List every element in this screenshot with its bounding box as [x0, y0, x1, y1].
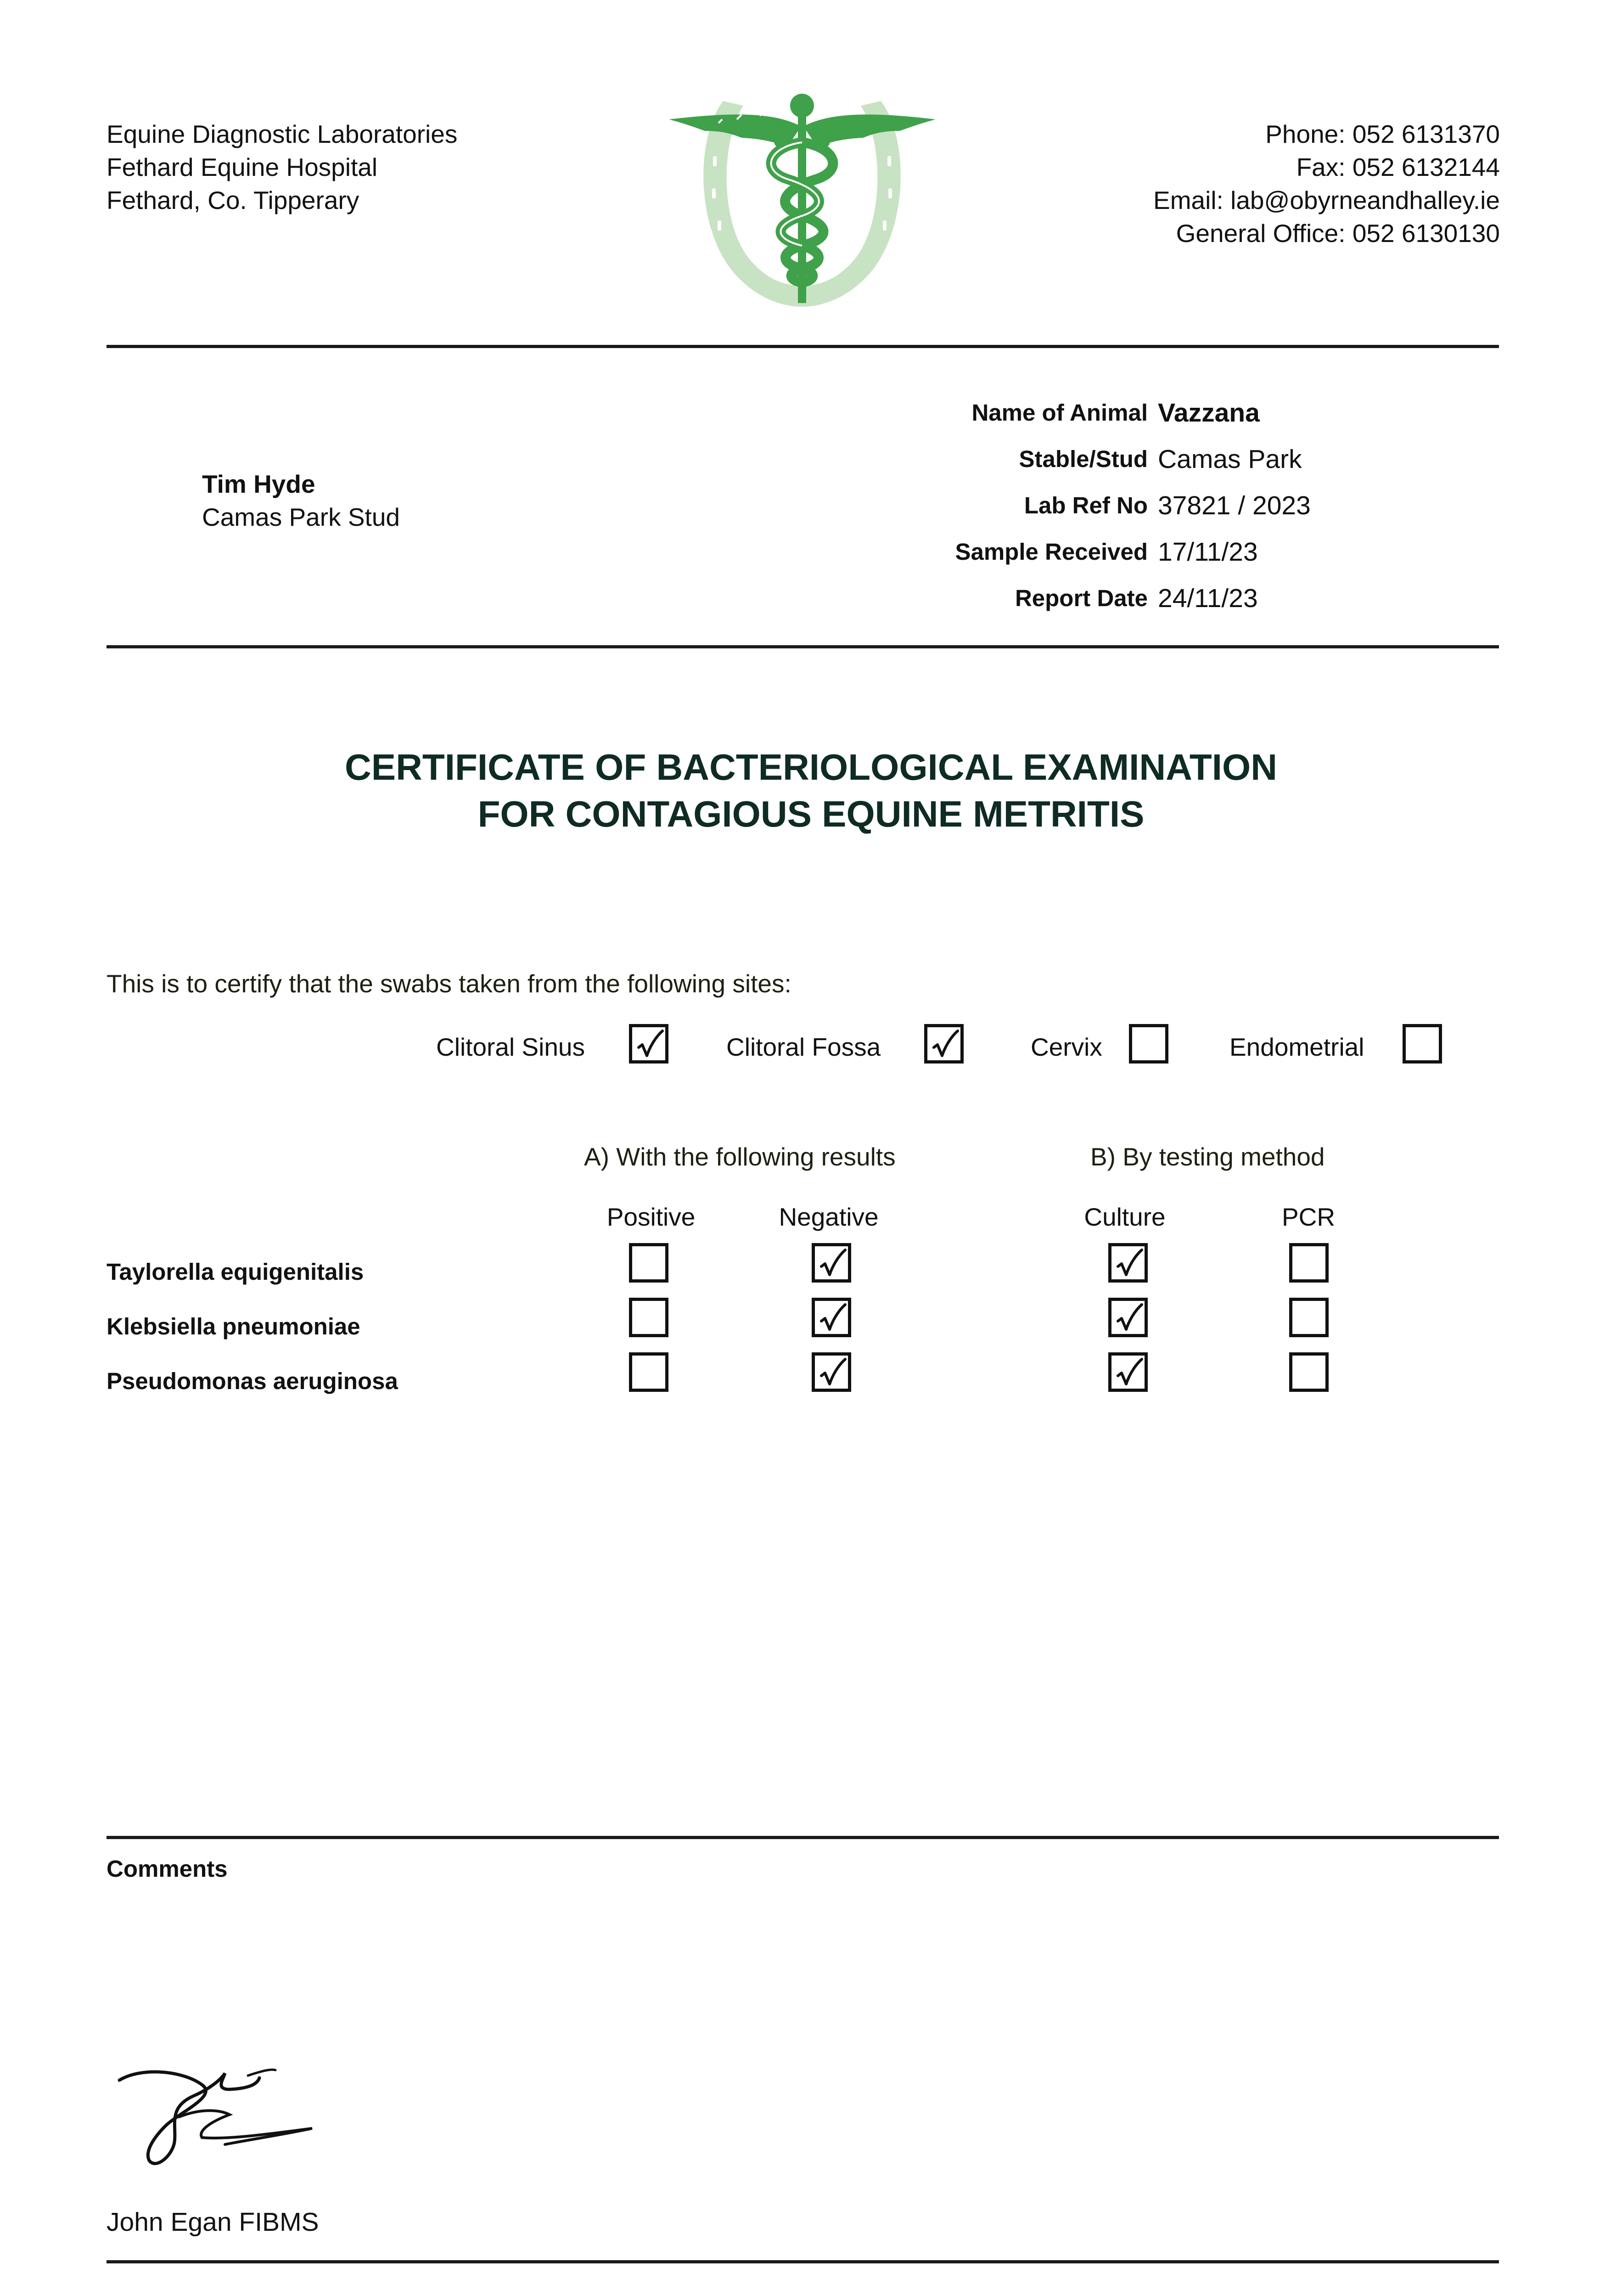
lab-contact — [1153, 118, 1500, 250]
checkmark-icon — [1115, 1248, 1144, 1281]
certificate-title — [0, 744, 1622, 838]
site-label: Cervix — [1031, 1033, 1102, 1061]
lab-address-line: Fethard, Co. Tipperary — [107, 186, 359, 214]
culture-checkbox[interactable] — [1108, 1352, 1148, 1392]
client-block — [202, 467, 400, 534]
pcr-checkbox[interactable] — [1289, 1352, 1329, 1392]
site-checkbox-endometrial[interactable] — [1403, 1024, 1442, 1064]
organism-name: Taylorella equigenitalis — [107, 1259, 364, 1285]
certify-statement: This is to certify that the swabs taken from the following sites: — [107, 969, 791, 998]
comments-label: Comments — [107, 1856, 228, 1882]
results-header: A) With the following results — [584, 1142, 896, 1171]
column-culture: Culture — [1084, 1203, 1166, 1231]
detail-row — [872, 529, 1311, 575]
pcr-checkbox[interactable] — [1289, 1298, 1329, 1337]
site-checkbox-cervix[interactable] — [1129, 1024, 1168, 1064]
email-line: Email: lab@obyrneandhalley.ie — [1153, 186, 1500, 214]
lab-address-line: Equine Diagnostic Laboratories — [107, 120, 458, 148]
detail-value: 24/11/23 — [1158, 583, 1258, 613]
client-name: Tim Hyde — [202, 470, 315, 498]
animal-name: Vazzana — [1158, 398, 1260, 428]
column-negative: Negative — [779, 1203, 879, 1231]
divider — [107, 1836, 1499, 1839]
positive-checkbox[interactable] — [629, 1352, 668, 1392]
detail-label: Stable/Stud — [1019, 446, 1148, 472]
positive-checkbox[interactable] — [629, 1298, 668, 1337]
site-checkbox-clitoral-fossa[interactable] — [924, 1024, 964, 1064]
detail-row — [872, 436, 1311, 482]
checkmark-icon — [819, 1248, 847, 1281]
detail-value: 17/11/23 — [1158, 537, 1258, 567]
detail-label: Report Date — [1015, 585, 1148, 611]
checkmark-icon — [819, 1357, 847, 1390]
fax-line: Fax: 052 6132144 — [1296, 153, 1500, 181]
divider — [107, 345, 1499, 348]
checkmark-icon — [636, 1029, 664, 1062]
method-header: B) By testing method — [1090, 1142, 1325, 1171]
handwritten-signature-icon — [110, 2053, 349, 2172]
title-line: FOR CONTAGIOUS EQUINE METRITIS — [477, 793, 1145, 834]
detail-row — [872, 575, 1311, 621]
site-label: Endometrial — [1229, 1033, 1364, 1061]
organism-name: Klebsiella pneumoniae — [107, 1313, 360, 1339]
site-label: Clitoral Sinus — [436, 1033, 585, 1061]
signer-name: John Egan FIBMS — [107, 2207, 319, 2237]
sample-details — [872, 389, 1311, 621]
detail-value: Camas Park — [1158, 444, 1302, 474]
phone-line: Phone: 052 6131370 — [1265, 120, 1500, 148]
organism-name: Pseudomonas aeruginosa — [107, 1368, 398, 1394]
caduceus-horseshoe-icon — [668, 87, 937, 312]
negative-checkbox[interactable] — [812, 1243, 851, 1283]
site-label: Clitoral Fossa — [726, 1033, 881, 1061]
detail-row — [872, 389, 1311, 436]
checkmark-icon — [1115, 1357, 1144, 1390]
office-line: General Office: 052 6130130 — [1176, 219, 1500, 248]
checkmark-icon — [819, 1303, 847, 1336]
pcr-checkbox[interactable] — [1289, 1243, 1329, 1283]
lab-address — [107, 118, 457, 217]
detail-label: Sample Received — [955, 539, 1148, 565]
detail-label: Name of Animal — [971, 400, 1148, 426]
detail-row — [872, 482, 1311, 529]
client-stud: Camas Park Stud — [202, 503, 400, 531]
site-checkbox-clitoral-sinus[interactable] — [629, 1024, 668, 1064]
checkmark-icon — [1115, 1303, 1144, 1336]
checkmark-icon — [931, 1029, 960, 1062]
negative-checkbox[interactable] — [812, 1352, 851, 1392]
culture-checkbox[interactable] — [1108, 1298, 1148, 1337]
lab-address-line: Fethard Equine Hospital — [107, 153, 378, 181]
detail-label: Lab Ref No — [1024, 492, 1148, 518]
positive-checkbox[interactable] — [629, 1243, 668, 1283]
title-line: CERTIFICATE OF BACTERIOLOGICAL EXAMINATION — [344, 747, 1278, 788]
column-positive: Positive — [606, 1203, 696, 1231]
negative-checkbox[interactable] — [812, 1298, 851, 1337]
detail-value: 37821 / 2023 — [1158, 490, 1311, 520]
column-pcr: PCR — [1281, 1203, 1336, 1231]
divider — [107, 2260, 1499, 2263]
divider — [107, 645, 1499, 648]
culture-checkbox[interactable] — [1108, 1243, 1148, 1283]
